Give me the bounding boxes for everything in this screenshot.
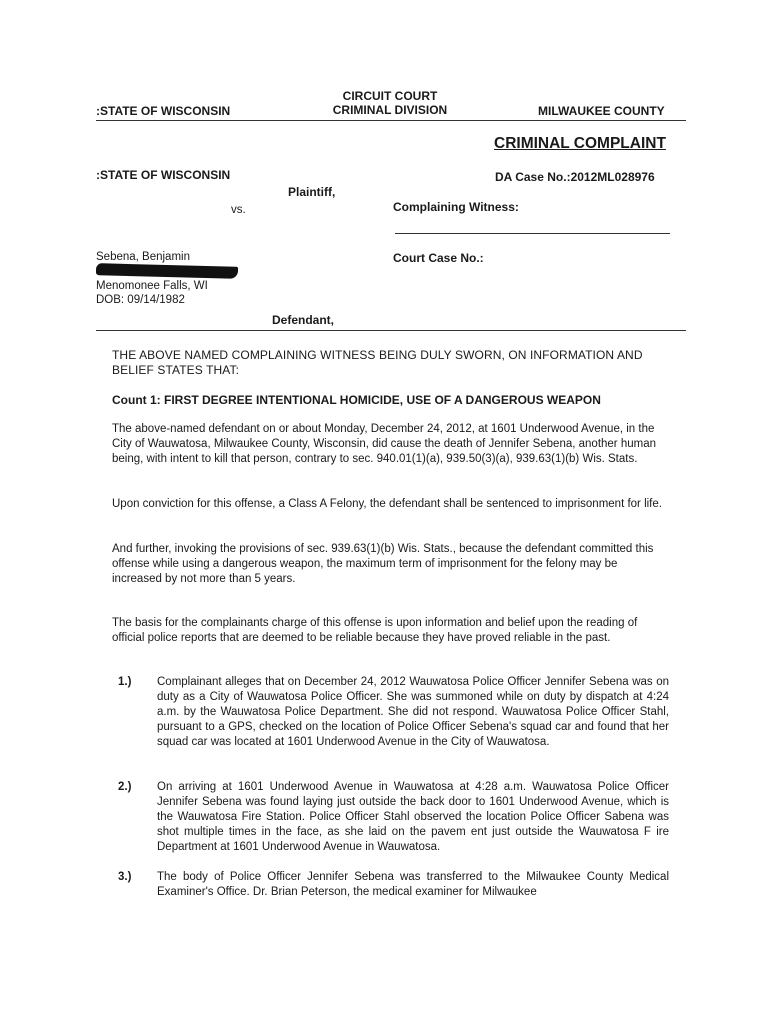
da-case-number: DA Case No.:2012ML028976 [495, 170, 655, 184]
plaintiff-label: Plaintiff, [288, 185, 336, 199]
penalty-paragraph: Upon conviction for this offense, a Class A Felony, the defendant shall be sentenced to imprisonment for life. [112, 498, 662, 510]
plaintiff-name: :STATE OF WISCONSIN [96, 168, 231, 182]
header-court-line1: CIRCUIT COURT [342, 89, 438, 103]
basis-paragraph: The basis for the complainants charge of this offense is upon information and belief upon the reading of official police reports that are deemed to be reliable because they have proved reliable in the past. [112, 617, 638, 644]
enhancer-paragraph: And further, invoking the provisions of sec. 939.63(1)(b) Wis. Stats., because the defendant committed this offense while using a dangerous weapon, the maximum term of imprisonment for the felony may be increased by not more than 5 years. [112, 543, 654, 585]
redaction-mark [96, 263, 238, 279]
list-item-text: The body of Police Officer Jennifer Sebena was transferred to the Milwaukee County Medical Examiner's Office. Dr. Brian Peterson, the medical examiner for Milwaukee [157, 871, 669, 898]
defendant-city: Menomonee Falls, WI [96, 280, 208, 292]
header-divider [96, 120, 686, 121]
header-county: MILWAUKEE COUNTY [538, 104, 665, 118]
header-court [325, 89, 455, 117]
defendant-dob: DOB: 09/14/1982 [96, 294, 185, 306]
caption-divider [96, 330, 686, 331]
sworn-statement: THE ABOVE NAMED COMPLAINING WITNESS BEING DULY SWORN, ON INFORMATION AND BELIEF STATES THAT: [112, 348, 643, 377]
versus-label: vs. [231, 204, 246, 216]
header-court-line2: CRIMINAL DIVISION [332, 103, 448, 117]
count-heading: Count 1: FIRST DEGREE INTENTIONAL HOMICIDE, USE OF A DANGEROUS WEAPON [112, 393, 601, 407]
list-item-number: 1.) [118, 676, 132, 688]
list-item-text: Complainant alleges that on December 24, 2012 Wauwatosa Police Officer Jennifer Sebena was on duty as a City of Wauwatosa Police Officer. She was summoned while on duty by dispatch at 4:24 a.m. by the Wauwatosa Police Department. She did not respond. Wauwatosa Police Officer Stahl, pursuant to a GPS, checked on the location of Police Officer Sebena's squad car and found that her squad car was located at 1601 Underwood Avenue in the City of Wauwatosa. [157, 676, 669, 748]
charge-paragraph: The above-named defendant on or about Monday, December 24, 2012, at 1601 Underwood Avenue, in the City of Wauwatosa, Milwaukee County, Wisconsin, did cause the death of Jennifer Sebena, another human being, with intent to kill that person, contrary to sec. 940.01(1)(a), 939.50(3)(a), 939.63(1)(b) Wis. Stats. [112, 423, 656, 465]
complaining-witness-line [395, 233, 670, 234]
court-case-label: Court Case No.: [393, 251, 484, 265]
list-item-number: 2.) [118, 781, 132, 793]
list-item-text: On arriving at 1601 Underwood Avenue in Wauwatosa at 4:28 a.m. Wauwatosa Police Officer Jennifer Sebena was found laying just outside the back door to 1601 Underwood Avenue, which is the Wauwatosa Fire Station. Police Officer Stahl observed the location Police Officer Sabena was shot multiple times in the face, as she laid on the pavem ent just outside the Wauwatosa F ire Department at 1601 Underwood Avenue in Wauwatosa. [157, 781, 669, 853]
complaining-witness-label: Complaining Witness: [393, 200, 519, 214]
document-title: CRIMINAL COMPLAINT [494, 135, 666, 152]
defendant-label: Defendant, [272, 313, 335, 327]
defendant-name: Sebena, Benjamin [96, 251, 190, 263]
list-item-number: 3.) [118, 871, 132, 883]
header-state: :STATE OF WISCONSIN [96, 104, 231, 118]
